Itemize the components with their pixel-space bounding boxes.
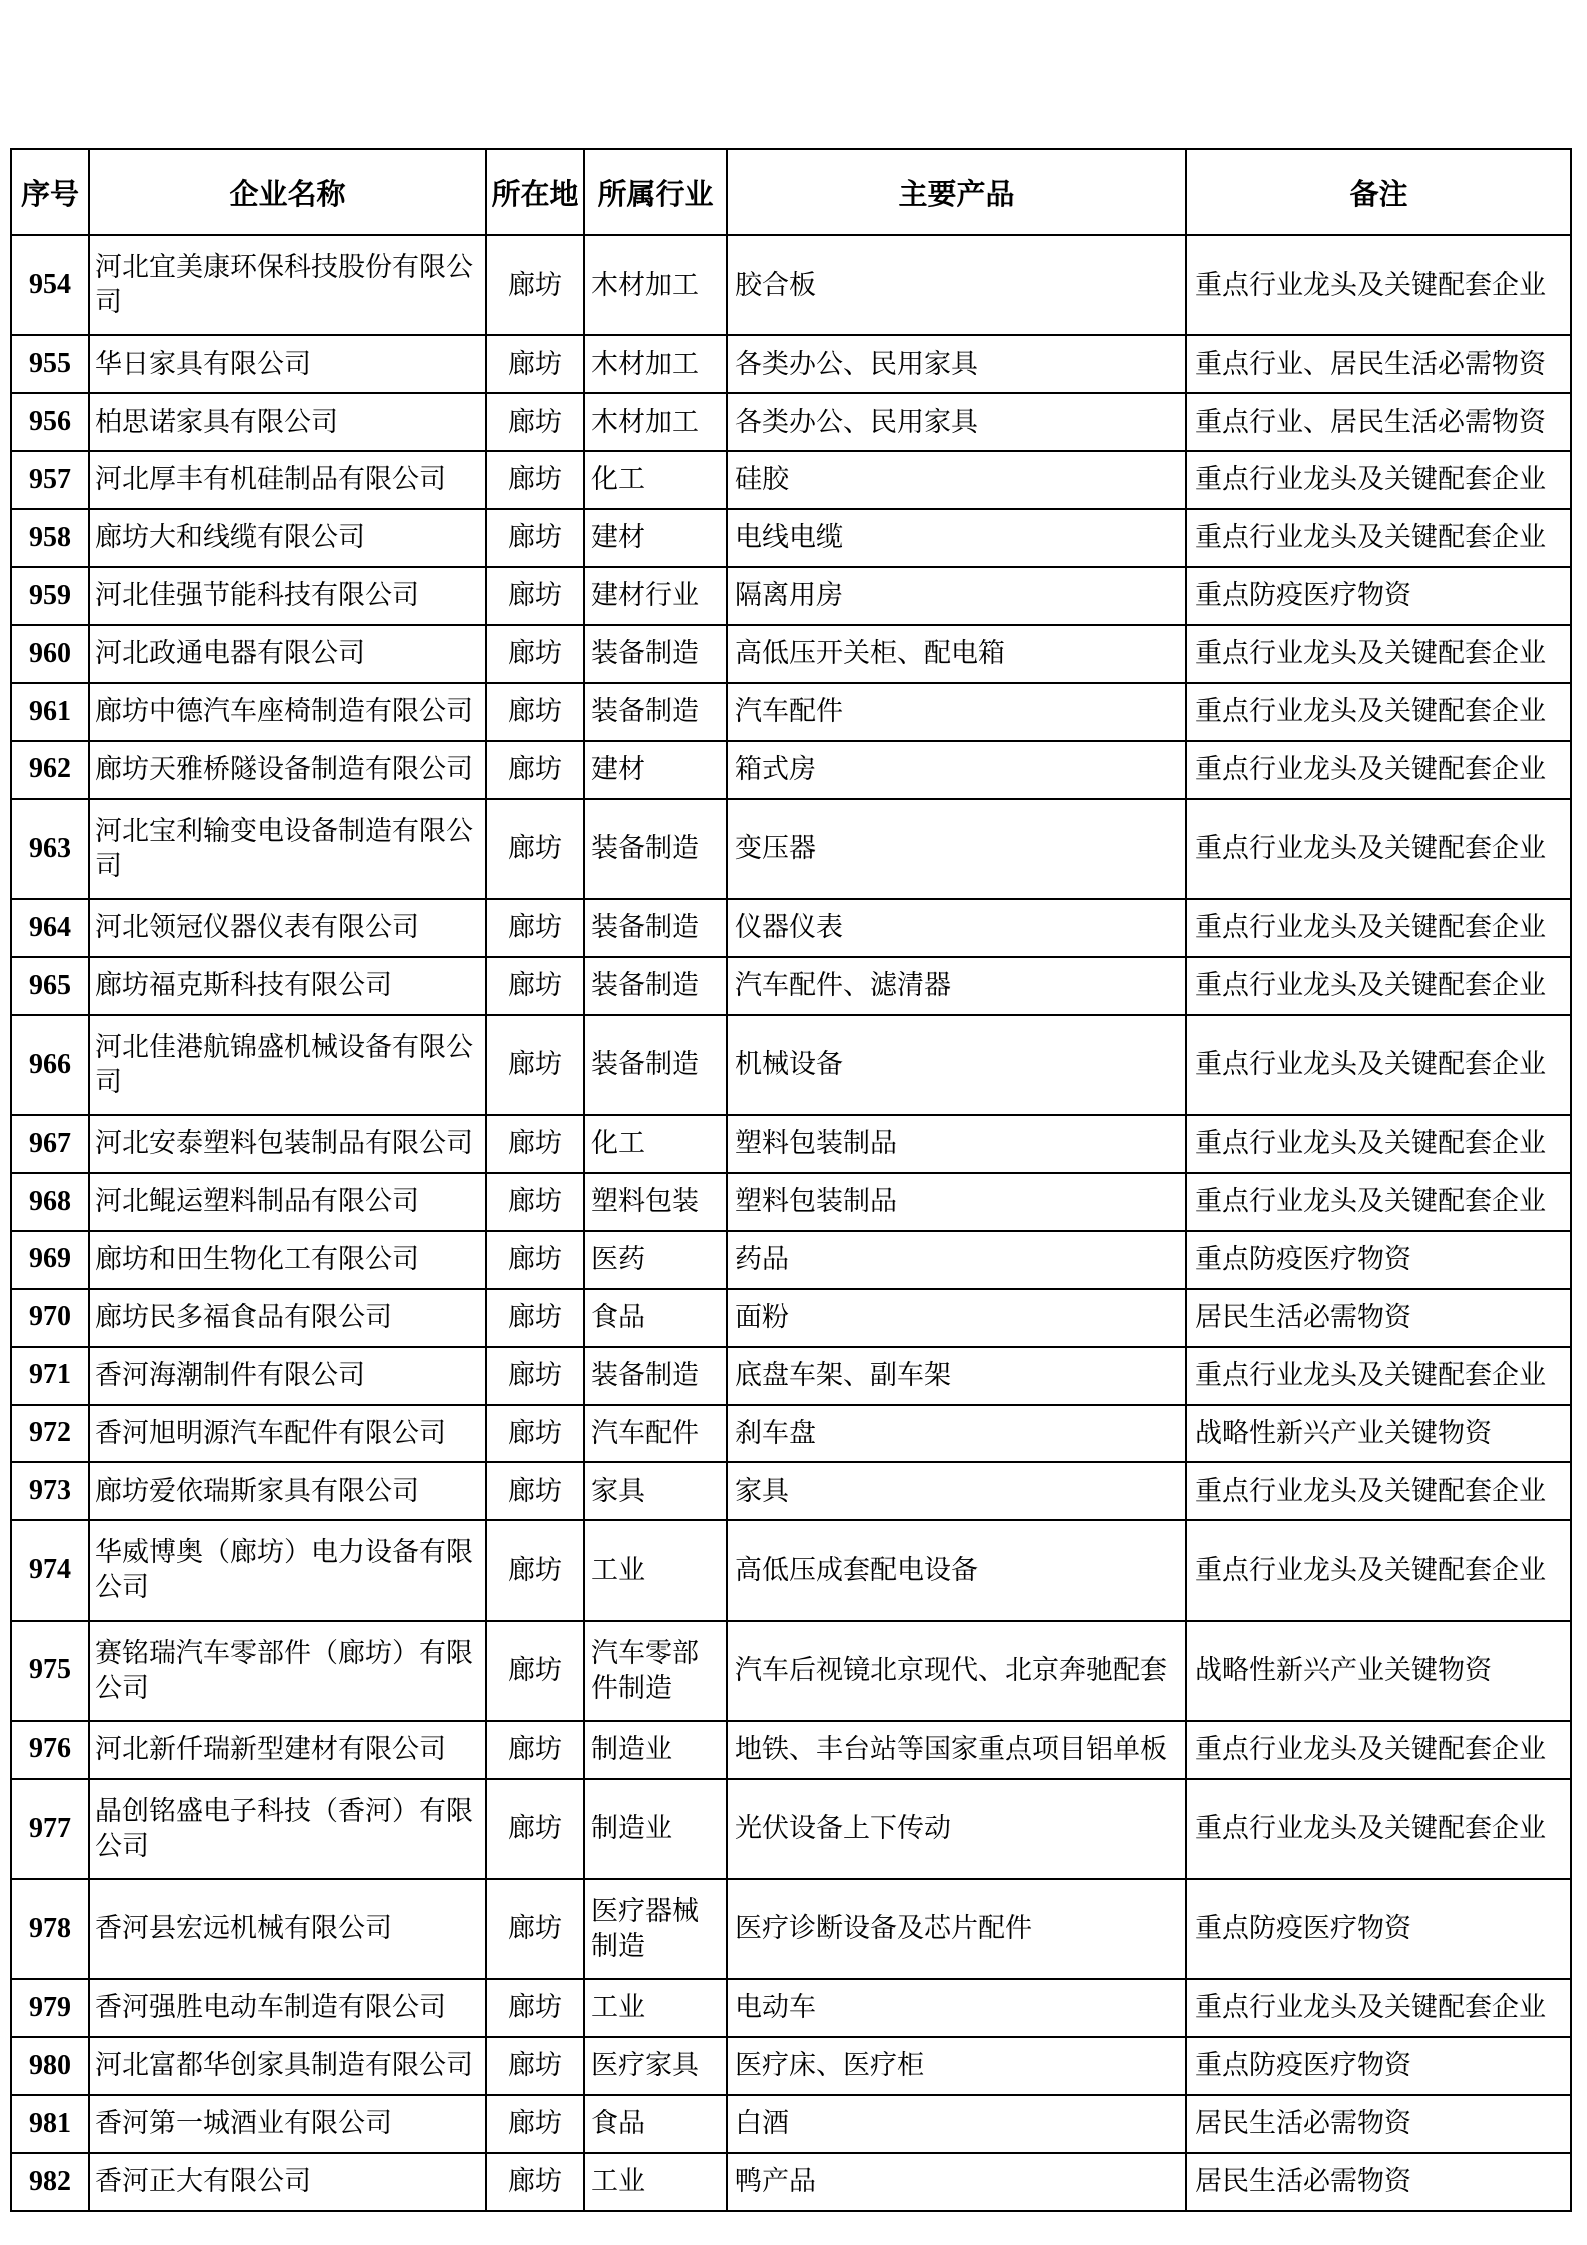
table-row	[11, 1347, 1571, 1405]
serial-cell: 962	[11, 741, 89, 799]
location-cell: 廊坊	[486, 1173, 584, 1231]
industry-cell: 制造业	[584, 1721, 727, 1779]
industry-cell: 化工	[584, 451, 727, 509]
industry-cell: 制造业	[584, 1779, 727, 1879]
location-cell: 廊坊	[486, 2153, 584, 2211]
industry-cell: 装备制造	[584, 899, 727, 957]
table-row	[11, 1779, 1571, 1879]
remark-cell: 战略性新兴产业关键物资	[1186, 1405, 1571, 1463]
table-row	[11, 509, 1571, 567]
products-cell: 变压器	[727, 799, 1186, 899]
remark-cell: 重点行业龙头及关键配套企业	[1186, 1520, 1571, 1620]
col-header-remark: 备注	[1186, 149, 1571, 235]
remark-cell: 重点防疫医疗物资	[1186, 567, 1571, 625]
remark-cell: 重点防疫医疗物资	[1186, 1879, 1571, 1979]
industry-cell: 木材加工	[584, 393, 727, 451]
remark-cell: 重点行业龙头及关键配套企业	[1186, 1979, 1571, 2037]
industry-cell: 汽车零部件制造	[584, 1621, 727, 1721]
company-name-cell: 香河县宏远机械有限公司	[89, 1879, 486, 1979]
industry-cell: 装备制造	[584, 957, 727, 1015]
table-row	[11, 1231, 1571, 1289]
company-name-cell: 华日家具有限公司	[89, 335, 486, 393]
company-name-cell: 河北政通电器有限公司	[89, 625, 486, 683]
table-row	[11, 1405, 1571, 1463]
products-cell: 地铁、丰台站等国家重点项目铝单板	[727, 1721, 1186, 1779]
company-name-cell: 河北佳强节能科技有限公司	[89, 567, 486, 625]
industry-cell: 家具	[584, 1462, 727, 1520]
serial-cell: 965	[11, 957, 89, 1015]
industry-cell: 建材	[584, 741, 727, 799]
products-cell: 医疗诊断设备及芯片配件	[727, 1879, 1186, 1979]
products-cell: 各类办公、民用家具	[727, 335, 1186, 393]
products-cell: 鸭产品	[727, 2153, 1186, 2211]
companies-table	[10, 148, 1572, 2212]
remark-cell: 重点行业龙头及关键配套企业	[1186, 741, 1571, 799]
company-name-cell: 廊坊爱依瑞斯家具有限公司	[89, 1462, 486, 1520]
location-cell: 廊坊	[486, 1779, 584, 1879]
products-cell: 胶合板	[727, 235, 1186, 335]
products-cell: 刹车盘	[727, 1405, 1186, 1463]
industry-cell: 医疗家具	[584, 2037, 727, 2095]
company-name-cell: 廊坊福克斯科技有限公司	[89, 957, 486, 1015]
products-cell: 仪器仪表	[727, 899, 1186, 957]
table-row	[11, 899, 1571, 957]
serial-cell: 956	[11, 393, 89, 451]
location-cell: 廊坊	[486, 509, 584, 567]
location-cell: 廊坊	[486, 1231, 584, 1289]
location-cell: 廊坊	[486, 335, 584, 393]
serial-cell: 973	[11, 1462, 89, 1520]
location-cell: 廊坊	[486, 393, 584, 451]
table-row	[11, 1979, 1571, 2037]
serial-cell: 974	[11, 1520, 89, 1620]
serial-cell: 961	[11, 683, 89, 741]
table-row	[11, 683, 1571, 741]
location-cell: 廊坊	[486, 235, 584, 335]
remark-cell: 重点行业龙头及关键配套企业	[1186, 509, 1571, 567]
remark-cell: 重点行业龙头及关键配套企业	[1186, 957, 1571, 1015]
remark-cell: 重点行业龙头及关键配套企业	[1186, 1347, 1571, 1405]
remark-cell: 重点行业、居民生活必需物资	[1186, 335, 1571, 393]
table-row	[11, 957, 1571, 1015]
serial-cell: 979	[11, 1979, 89, 2037]
industry-cell: 食品	[584, 1289, 727, 1347]
remark-cell: 重点防疫医疗物资	[1186, 1231, 1571, 1289]
serial-cell: 958	[11, 509, 89, 567]
products-cell: 药品	[727, 1231, 1186, 1289]
products-cell: 汽车后视镜北京现代、北京奔驰配套	[727, 1621, 1186, 1721]
location-cell: 廊坊	[486, 741, 584, 799]
industry-cell: 食品	[584, 2095, 727, 2153]
table-row	[11, 567, 1571, 625]
products-cell: 高低压开关柜、配电箱	[727, 625, 1186, 683]
serial-cell: 969	[11, 1231, 89, 1289]
company-name-cell: 赛铭瑞汽车零部件（廊坊）有限公司	[89, 1621, 486, 1721]
company-name-cell: 河北安泰塑料包装制品有限公司	[89, 1115, 486, 1173]
company-name-cell: 河北领冠仪器仪表有限公司	[89, 899, 486, 957]
industry-cell: 装备制造	[584, 625, 727, 683]
table-row	[11, 2095, 1571, 2153]
products-cell: 白酒	[727, 2095, 1186, 2153]
serial-cell: 957	[11, 451, 89, 509]
products-cell: 光伏设备上下传动	[727, 1779, 1186, 1879]
industry-cell: 装备制造	[584, 1015, 727, 1115]
table-row	[11, 1289, 1571, 1347]
col-header-location: 所在地	[486, 149, 584, 235]
products-cell: 医疗床、医疗柜	[727, 2037, 1186, 2095]
industry-cell: 医药	[584, 1231, 727, 1289]
products-cell: 电线电缆	[727, 509, 1186, 567]
table-row	[11, 1621, 1571, 1721]
location-cell: 廊坊	[486, 2037, 584, 2095]
industry-cell: 装备制造	[584, 683, 727, 741]
products-cell: 底盘车架、副车架	[727, 1347, 1186, 1405]
industry-cell: 木材加工	[584, 235, 727, 335]
location-cell: 廊坊	[486, 1347, 584, 1405]
table-row	[11, 451, 1571, 509]
location-cell: 廊坊	[486, 567, 584, 625]
remark-cell: 重点行业龙头及关键配套企业	[1186, 1173, 1571, 1231]
location-cell: 廊坊	[486, 799, 584, 899]
table-row	[11, 1015, 1571, 1115]
col-header-name: 企业名称	[89, 149, 486, 235]
serial-cell: 975	[11, 1621, 89, 1721]
industry-cell: 建材	[584, 509, 727, 567]
serial-cell: 968	[11, 1173, 89, 1231]
serial-cell: 971	[11, 1347, 89, 1405]
serial-cell: 978	[11, 1879, 89, 1979]
industry-cell: 化工	[584, 1115, 727, 1173]
serial-cell: 982	[11, 2153, 89, 2211]
location-cell: 廊坊	[486, 1115, 584, 1173]
company-name-cell: 柏思诺家具有限公司	[89, 393, 486, 451]
industry-cell: 工业	[584, 1979, 727, 2037]
products-cell: 机械设备	[727, 1015, 1186, 1115]
company-name-cell: 香河旭明源汽车配件有限公司	[89, 1405, 486, 1463]
products-cell: 高低压成套配电设备	[727, 1520, 1186, 1620]
remark-cell: 重点行业龙头及关键配套企业	[1186, 1115, 1571, 1173]
company-name-cell: 河北宜美康环保科技股份有限公司	[89, 235, 486, 335]
table-row	[11, 335, 1571, 393]
table-row	[11, 1462, 1571, 1520]
industry-cell: 装备制造	[584, 799, 727, 899]
company-name-cell: 香河海潮制件有限公司	[89, 1347, 486, 1405]
serial-cell: 972	[11, 1405, 89, 1463]
company-name-cell: 香河第一城酒业有限公司	[89, 2095, 486, 2153]
serial-cell: 970	[11, 1289, 89, 1347]
location-cell: 廊坊	[486, 683, 584, 741]
company-name-cell: 河北鲲运塑料制品有限公司	[89, 1173, 486, 1231]
table-row	[11, 2153, 1571, 2211]
products-cell: 汽车配件、滤清器	[727, 957, 1186, 1015]
table-row	[11, 741, 1571, 799]
col-header-serial: 序号	[11, 149, 89, 235]
company-name-cell: 晶创铭盛电子科技（香河）有限公司	[89, 1779, 486, 1879]
company-name-cell: 河北佳港航锦盛机械设备有限公司	[89, 1015, 486, 1115]
products-cell: 电动车	[727, 1979, 1186, 2037]
company-name-cell: 华威博奥（廊坊）电力设备有限公司	[89, 1520, 486, 1620]
table-row	[11, 393, 1571, 451]
location-cell: 廊坊	[486, 1721, 584, 1779]
products-cell: 硅胶	[727, 451, 1186, 509]
serial-cell: 977	[11, 1779, 89, 1879]
company-name-cell: 廊坊大和线缆有限公司	[89, 509, 486, 567]
industry-cell: 医疗器械制造	[584, 1879, 727, 1979]
company-name-cell: 廊坊民多福食品有限公司	[89, 1289, 486, 1347]
company-name-cell: 河北新仟瑞新型建材有限公司	[89, 1721, 486, 1779]
table-row	[11, 235, 1571, 335]
table-row	[11, 625, 1571, 683]
remark-cell: 重点行业龙头及关键配套企业	[1186, 235, 1571, 335]
location-cell: 廊坊	[486, 625, 584, 683]
location-cell: 廊坊	[486, 1289, 584, 1347]
serial-cell: 963	[11, 799, 89, 899]
company-name-cell: 河北宝利输变电设备制造有限公司	[89, 799, 486, 899]
company-name-cell: 河北厚丰有机硅制品有限公司	[89, 451, 486, 509]
serial-cell: 960	[11, 625, 89, 683]
remark-cell: 重点行业龙头及关键配套企业	[1186, 625, 1571, 683]
company-name-cell: 廊坊和田生物化工有限公司	[89, 1231, 486, 1289]
location-cell: 廊坊	[486, 1621, 584, 1721]
products-cell: 家具	[727, 1462, 1186, 1520]
industry-cell: 汽车配件	[584, 1405, 727, 1463]
company-name-cell: 廊坊中德汽车座椅制造有限公司	[89, 683, 486, 741]
industry-cell: 建材行业	[584, 567, 727, 625]
location-cell: 廊坊	[486, 899, 584, 957]
table-row	[11, 799, 1571, 899]
serial-cell: 966	[11, 1015, 89, 1115]
products-cell: 各类办公、民用家具	[727, 393, 1186, 451]
products-cell: 塑料包装制品	[727, 1115, 1186, 1173]
serial-cell: 976	[11, 1721, 89, 1779]
location-cell: 廊坊	[486, 1979, 584, 2037]
industry-cell: 塑料包装	[584, 1173, 727, 1231]
products-cell: 隔离用房	[727, 567, 1186, 625]
table-row	[11, 1879, 1571, 1979]
header-row	[11, 149, 1571, 235]
remark-cell: 重点行业龙头及关键配套企业	[1186, 899, 1571, 957]
company-name-cell: 河北富都华创家具制造有限公司	[89, 2037, 486, 2095]
industry-cell: 工业	[584, 1520, 727, 1620]
table-row	[11, 1520, 1571, 1620]
location-cell: 廊坊	[486, 1520, 584, 1620]
remark-cell: 居民生活必需物资	[1186, 2153, 1571, 2211]
serial-cell: 955	[11, 335, 89, 393]
remark-cell: 重点行业龙头及关键配套企业	[1186, 451, 1571, 509]
serial-cell: 981	[11, 2095, 89, 2153]
serial-cell: 967	[11, 1115, 89, 1173]
remark-cell: 居民生活必需物资	[1186, 2095, 1571, 2153]
products-cell: 汽车配件	[727, 683, 1186, 741]
remark-cell: 重点行业、居民生活必需物资	[1186, 393, 1571, 451]
location-cell: 廊坊	[486, 1462, 584, 1520]
remark-cell: 重点行业龙头及关键配套企业	[1186, 799, 1571, 899]
serial-cell: 959	[11, 567, 89, 625]
table-row	[11, 1115, 1571, 1173]
location-cell: 廊坊	[486, 957, 584, 1015]
table-row	[11, 2037, 1571, 2095]
serial-cell: 954	[11, 235, 89, 335]
products-cell: 箱式房	[727, 741, 1186, 799]
location-cell: 廊坊	[486, 1015, 584, 1115]
remark-cell: 战略性新兴产业关键物资	[1186, 1621, 1571, 1721]
products-cell: 塑料包装制品	[727, 1173, 1186, 1231]
col-header-products: 主要产品	[727, 149, 1186, 235]
remark-cell: 居民生活必需物资	[1186, 1289, 1571, 1347]
remark-cell: 重点防疫医疗物资	[1186, 2037, 1571, 2095]
industry-cell: 工业	[584, 2153, 727, 2211]
serial-cell: 980	[11, 2037, 89, 2095]
location-cell: 廊坊	[486, 451, 584, 509]
remark-cell: 重点行业龙头及关键配套企业	[1186, 683, 1571, 741]
products-cell: 面粉	[727, 1289, 1186, 1347]
table-row	[11, 1173, 1571, 1231]
remark-cell: 重点行业龙头及关键配套企业	[1186, 1721, 1571, 1779]
industry-cell: 木材加工	[584, 335, 727, 393]
company-name-cell: 廊坊天雅桥隧设备制造有限公司	[89, 741, 486, 799]
location-cell: 廊坊	[486, 2095, 584, 2153]
remark-cell: 重点行业龙头及关键配套企业	[1186, 1779, 1571, 1879]
table-row	[11, 1721, 1571, 1779]
col-header-industry: 所属行业	[584, 149, 727, 235]
industry-cell: 装备制造	[584, 1347, 727, 1405]
remark-cell: 重点行业龙头及关键配套企业	[1186, 1462, 1571, 1520]
company-name-cell: 香河强胜电动车制造有限公司	[89, 1979, 486, 2037]
company-name-cell: 香河正大有限公司	[89, 2153, 486, 2211]
location-cell: 廊坊	[486, 1879, 584, 1979]
serial-cell: 964	[11, 899, 89, 957]
location-cell: 廊坊	[486, 1405, 584, 1463]
remark-cell: 重点行业龙头及关键配套企业	[1186, 1015, 1571, 1115]
